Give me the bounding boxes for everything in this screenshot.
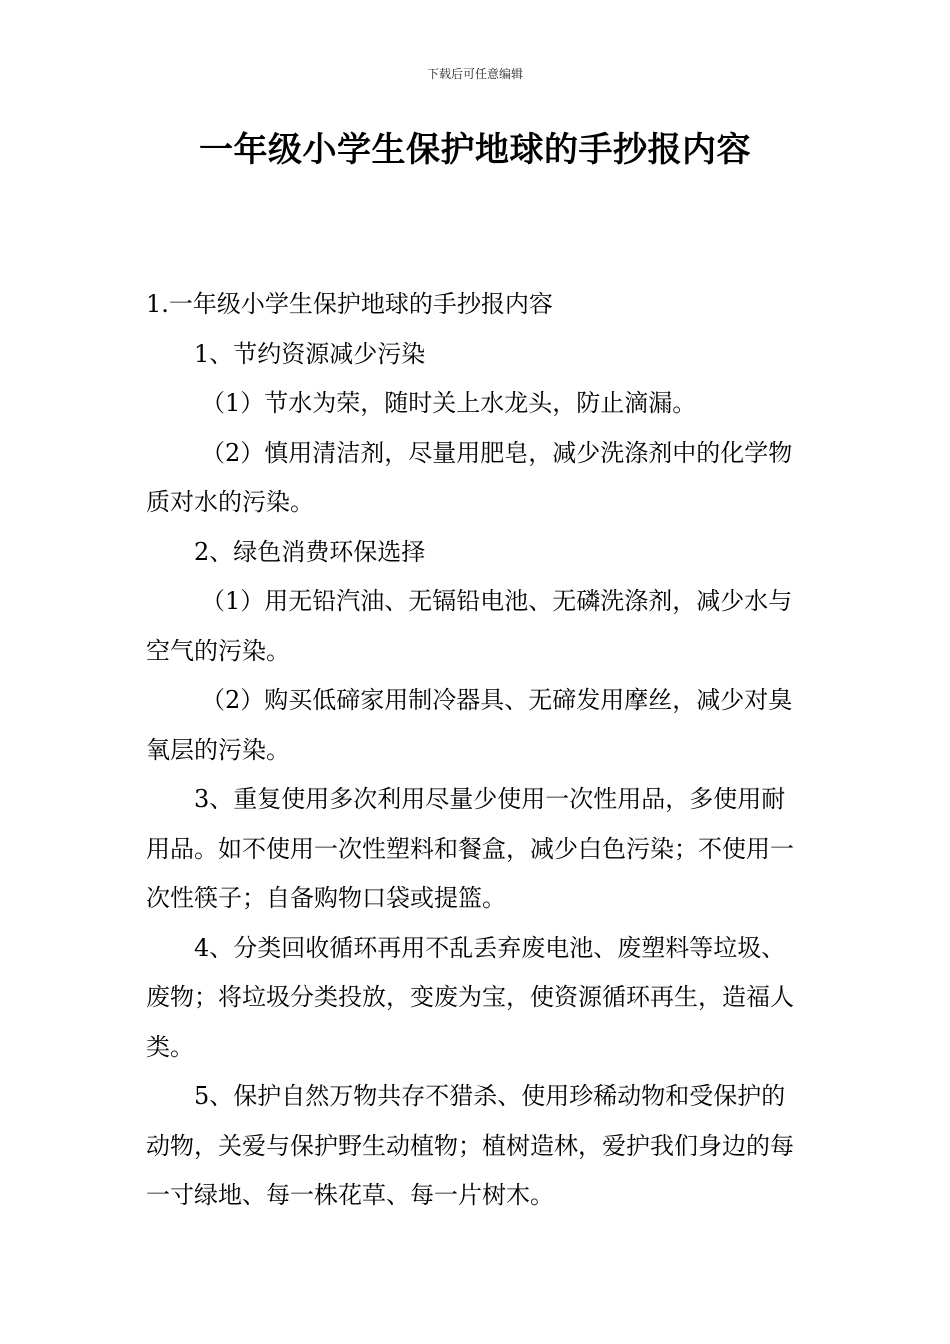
section-2-item-1: （1）用无铅汽油、无镉铅电池、无磷洗涤剂，减少水与空气的污染。 xyxy=(146,587,793,665)
section-1-title: 1、节约资源减少污染 xyxy=(194,339,426,368)
section-1-item-1: （1）节水为荣，随时关上水龙头，防止滴漏。 xyxy=(201,389,697,417)
section-5-paragraph: 5、保护自然万物共存不猎杀、使用珍稀动物和受保护的动物，关爱与保护野生动植物；植树造林，爱护我们身边的每一寸绿地、每一株花草、每一片树木。 xyxy=(146,1082,794,1209)
main-heading: 1.一年级小学生保护地球的手抄报内容 xyxy=(146,290,553,318)
page-header-note: 下载后可任意编辑 xyxy=(426,67,523,81)
section-4-paragraph: 4、分类回收循环再用不乱丢弃废电池、废塑料等垃圾、废物；将垃圾分类投放，变废为宝，使资源循环再生，造福人类。 xyxy=(146,933,794,1061)
section-2-title: 2、绿色消费环保选择 xyxy=(194,537,426,566)
section-2-item-2: （2）购买低碲家用制冷器具、无碲发用摩丝，减少对臭氧层的污染。 xyxy=(146,686,793,764)
document-body xyxy=(146,280,808,1221)
page-title: 一年级小学生保护地球的手抄报内容 xyxy=(199,130,751,170)
section-1-item-2: （2）慎用清洁剂，尽量用肥皂，减少洗涤剂中的化学物质对水的污染。 xyxy=(146,438,793,516)
section-3-paragraph: 3、重复使用多次利用尽量少使用一次性用品，多使用耐用品。如不使用一次性塑料和餐盒，减少白色污染；不使用一次性筷子；自备购物口袋或提篮。 xyxy=(146,785,794,912)
